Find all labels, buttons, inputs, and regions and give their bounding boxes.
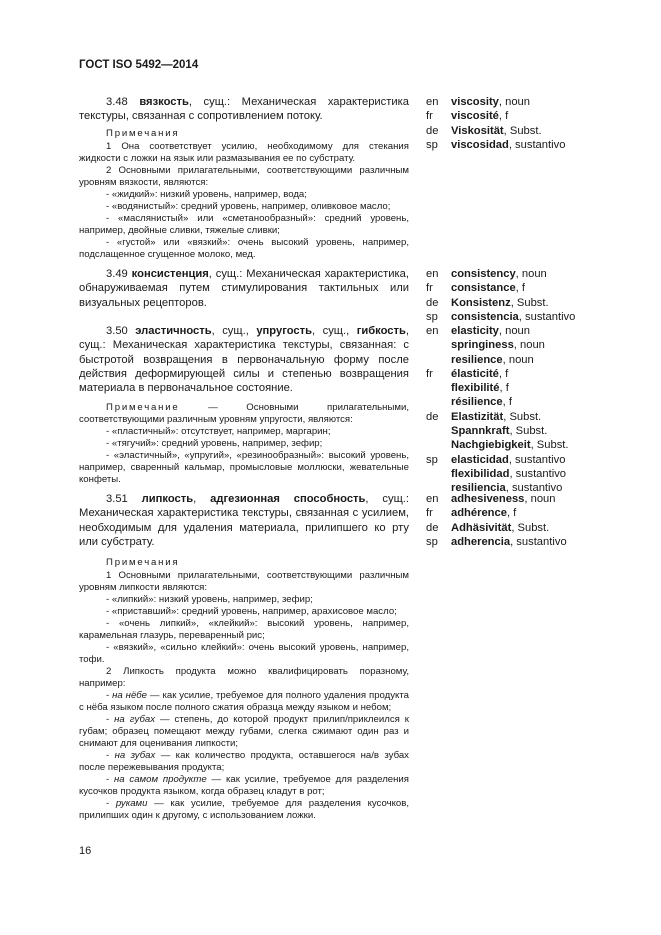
- translation-en-alt: resilience, noun: [451, 353, 534, 366]
- note-example: - руками — как усилие, требуемое для разделения кусочков, прилипших один к другому, с использованием ложки.: [79, 798, 409, 821]
- term-definition-3-48: 3.48 вязкость, сущ.: Механическая характеристика текстуры, связанная с сопротивлением потоку.: [79, 96, 409, 123]
- translation-fr-alt: flexibilité, f: [451, 382, 509, 395]
- note-item: - «вязкий», «сильно клейкий»: очень высокий уровень, например, тофи.: [79, 642, 409, 665]
- note-item: 2 Основными прилагательными, соответствующими различным уровням вязкости, являются:: [79, 165, 409, 188]
- term-definition-3-50: 3.50 эластичность, сущ., упругость, сущ., гибкость, сущ.: Механическая характеристика текстуры, связанная: с быстротой возвращения в первоначальную форму после действия деформирующей силы и степенью возвращения материала в первоначальное состояние.: [79, 325, 409, 395]
- note-item: Примечание — Основными прилагательными, соответствующими различным уровням упругости, являются:: [79, 402, 409, 425]
- translation-de: de Konsistenz, Subst.: [426, 296, 549, 309]
- translation-de: de Adhäsivität, Subst.: [426, 521, 550, 534]
- translation-sp: sp adherencia, sustantivo: [426, 535, 567, 548]
- translation-sp: sp viscosidad, sustantivo: [426, 138, 566, 151]
- translation-sp: sp consistencia, sustantivo: [426, 310, 576, 323]
- note-item: - «тягучий»: средний уровень, например, зефир;: [106, 438, 323, 449]
- translation-en: en elasticity, noun: [426, 325, 530, 337]
- notes-3-48: [79, 141, 409, 261]
- translation-sp-alt: flexibilidad, sustantivo: [451, 467, 567, 480]
- translation-en: en adhesiveness, noun: [426, 493, 556, 505]
- notes-3-50: [79, 402, 409, 486]
- note-example: - на губах — степень, до которой продукт прилип/приклеился к губам; образец помещают между губами, слегка сжимают один раз и снимают для оценивания липкости;: [79, 714, 409, 749]
- translations-3-48: [426, 95, 626, 152]
- note-item: 2 Липкость продукта можно квалифицировать поразному, например:: [79, 666, 409, 689]
- note-example: - на зубах — как количество продукта, оставшегося на/в зубах после пережевывания продукта;: [79, 750, 409, 773]
- note-item: - «пластичный»: отсутствует, например, маргарин;: [106, 426, 331, 437]
- note-example: - на самом продукте — как усилие, требуемое для разделения кусочков продукта языком, когда образец кладут в рот;: [79, 774, 409, 797]
- page-number: 16: [79, 845, 92, 857]
- term-definition-3-51: 3.51 липкость, адгезионная способность, сущ.: Механическая характеристика текстуры, связанная с усилием, необходимым для удаления материала, прилипшего ко рту или субстрату.: [79, 493, 410, 548]
- note-item: - «эластичный», «упругий», «резинообразный»: высокий уровень, например, сваренный кальмар, промысловые моллюски, жевательные конфеты.: [79, 450, 409, 485]
- notes-heading: Примечания: [106, 128, 180, 139]
- translation-en: en viscosity, noun: [426, 96, 530, 108]
- translation-de-alt: Spannkraft, Subst.: [451, 425, 548, 438]
- translation-fr: fr consistance, f: [426, 282, 525, 295]
- translation-de: de Elastizität, Subst.: [426, 410, 542, 423]
- translations-3-49: [426, 267, 626, 324]
- note-item: 1 Она соответствует усилию, необходимому для стекания жидкости с ложки на язык или размазывания ее по субстрату.: [79, 141, 409, 164]
- translations-3-50: [426, 324, 626, 496]
- note-item: - «очень липкий», «клейкий»: высокий уровень, например, карамельная глазурь, переваренный рис;: [79, 618, 409, 641]
- translation-fr: fr adhérence, f: [426, 507, 517, 520]
- note-item: - «маслянистый» или «сметанообразный»: средний уровень, например, двойные сливки, тяжелые сливки;: [79, 213, 409, 236]
- note-item: - «густой» или «вязкий»: очень высокий уровень, например, подслащенное сгущенное молоко, мед.: [79, 237, 409, 260]
- document-header: ГОСТ ISO 5492—2014: [79, 59, 199, 71]
- note-item: - «липкий»: низкий уровень, например, зефир;: [106, 594, 313, 605]
- translation-fr: fr élasticité, f: [426, 367, 509, 380]
- note-item: 1 Основными прилагательными, соответствующими различным уровням липкости являются:: [79, 570, 409, 593]
- notes-heading: Примечания: [106, 557, 180, 568]
- translation-de: de Viskosität, Subst.: [426, 124, 542, 137]
- notes-3-51: [79, 570, 409, 822]
- translation-en-alt: springiness, noun: [451, 339, 545, 352]
- translation-fr: fr viscosité, f: [426, 110, 509, 123]
- translations-3-51: [426, 492, 626, 549]
- translation-sp: sp elasticidad, sustantivo: [426, 453, 566, 466]
- note-example: - на нёбе — как усилие, требуемое для полного удаления продукта с нёба языком после полного сжатия образца между языком и небом;: [79, 690, 409, 713]
- term-definition-3-49: 3.49 консистенция, сущ.: Механическая характеристика, обнаруживаемая путем стимулирования тактильных или визуальных рецепторов.: [79, 268, 409, 309]
- translation-sp-alt: resiliencia, sustantivo: [451, 482, 563, 495]
- translation-en: en consistency, noun: [426, 268, 547, 280]
- translation-fr-alt: résilience, f: [451, 396, 512, 409]
- note-item: - «приставший»: средний уровень, например, арахисовое масло;: [106, 606, 397, 617]
- note-item: - «жидкий»: низкий уровень, например, вода;: [106, 189, 307, 200]
- translation-de-alt: Nachgiebigkeit, Subst.: [451, 439, 569, 452]
- note-item: - «водянистый»: средний уровень, например, оливковое масло;: [106, 201, 391, 212]
